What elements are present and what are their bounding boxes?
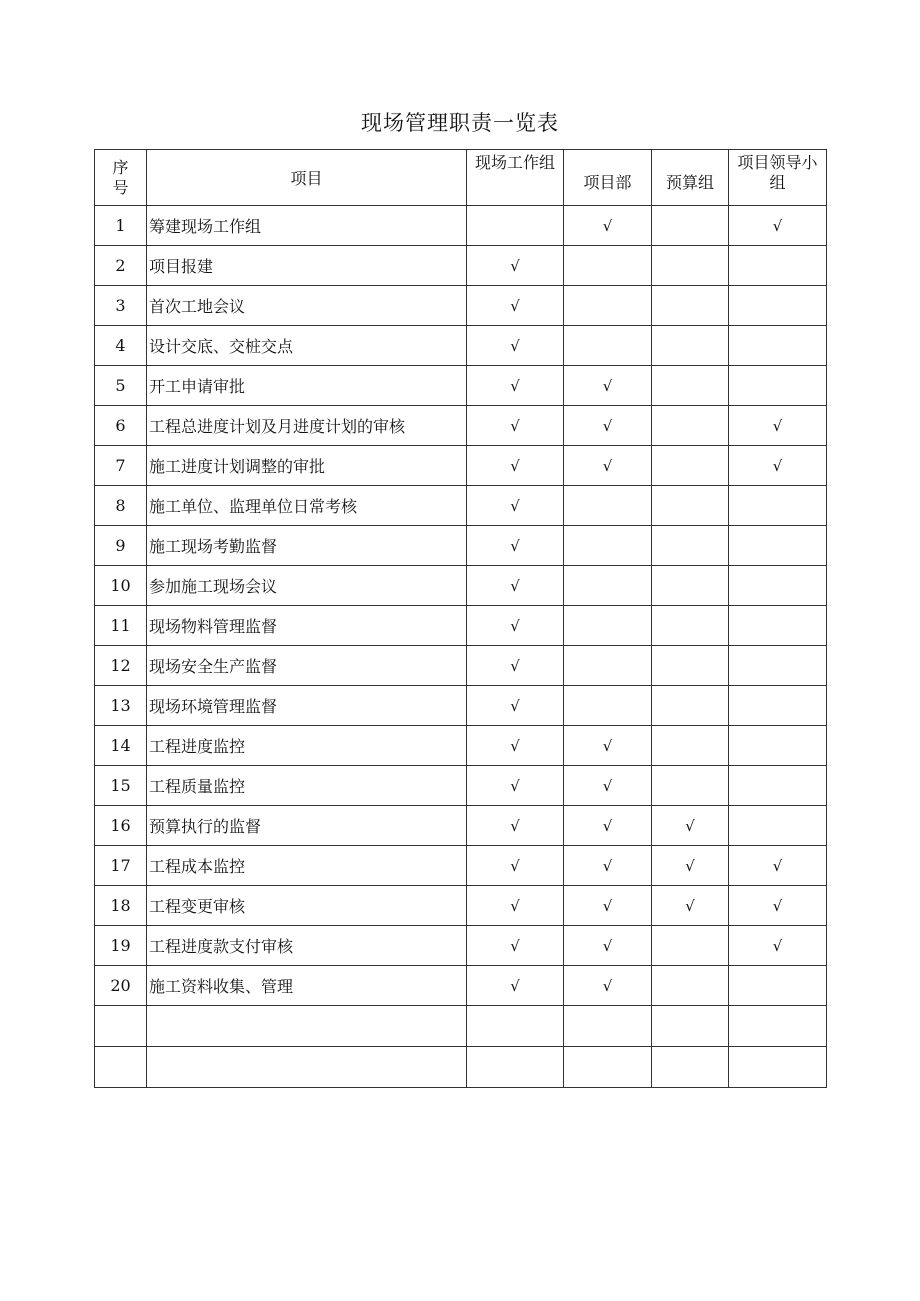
header-serial-number bbox=[95, 150, 147, 206]
table-row bbox=[95, 326, 827, 366]
cell-lead-group bbox=[729, 686, 827, 726]
cell-budget-team bbox=[652, 726, 729, 766]
cell-lead-group bbox=[729, 766, 827, 806]
cell-item: 施工进度计划调整的审批 bbox=[147, 446, 467, 486]
header-project-dept: 项目部 bbox=[564, 150, 652, 206]
cell-serial-number: 15 bbox=[95, 766, 147, 806]
cell-project-dept: √ bbox=[564, 206, 652, 246]
cell-field-team: √ bbox=[467, 326, 564, 366]
cell-item: 开工申请审批 bbox=[147, 366, 467, 406]
cell-lead-group bbox=[729, 646, 827, 686]
cell-field-team: √ bbox=[467, 406, 564, 446]
blank-cell bbox=[564, 1006, 652, 1047]
table-row bbox=[95, 246, 827, 286]
cell-serial-number: 12 bbox=[95, 646, 147, 686]
table-row bbox=[95, 566, 827, 606]
cell-budget-team bbox=[652, 526, 729, 566]
cell-field-team: √ bbox=[467, 526, 564, 566]
table-row bbox=[95, 926, 827, 966]
cell-lead-group: √ bbox=[729, 406, 827, 446]
blank-cell bbox=[467, 1047, 564, 1088]
cell-lead-group bbox=[729, 326, 827, 366]
cell-project-dept bbox=[564, 246, 652, 286]
cell-project-dept: √ bbox=[564, 406, 652, 446]
cell-project-dept: √ bbox=[564, 366, 652, 406]
cell-budget-team bbox=[652, 566, 729, 606]
blank-table-row bbox=[95, 1006, 827, 1047]
cell-budget-team bbox=[652, 206, 729, 246]
cell-item: 施工现场考勤监督 bbox=[147, 526, 467, 566]
cell-budget-team bbox=[652, 486, 729, 526]
cell-project-dept: √ bbox=[564, 726, 652, 766]
responsibility-table bbox=[94, 149, 827, 1088]
cell-serial-number: 19 bbox=[95, 926, 147, 966]
cell-budget-team bbox=[652, 286, 729, 326]
cell-lead-group: √ bbox=[729, 446, 827, 486]
header-budget-team: 预算组 bbox=[652, 150, 729, 206]
table-row bbox=[95, 366, 827, 406]
table-header-row bbox=[95, 150, 827, 206]
table-row bbox=[95, 606, 827, 646]
table-row bbox=[95, 846, 827, 886]
table-row bbox=[95, 646, 827, 686]
blank-cell bbox=[729, 1006, 827, 1047]
cell-lead-group: √ bbox=[729, 886, 827, 926]
cell-field-team: √ bbox=[467, 606, 564, 646]
cell-budget-team bbox=[652, 606, 729, 646]
blank-cell bbox=[652, 1047, 729, 1088]
header-serial-number-line1: 序 bbox=[112, 157, 129, 177]
blank-cell bbox=[95, 1006, 147, 1047]
table-row bbox=[95, 766, 827, 806]
blank-table-row bbox=[95, 1047, 827, 1088]
cell-budget-team bbox=[652, 446, 729, 486]
cell-budget-team bbox=[652, 366, 729, 406]
cell-field-team: √ bbox=[467, 766, 564, 806]
cell-field-team bbox=[467, 206, 564, 246]
cell-item: 参加施工现场会议 bbox=[147, 566, 467, 606]
cell-item: 现场物料管理监督 bbox=[147, 606, 467, 646]
cell-budget-team: √ bbox=[652, 886, 729, 926]
cell-item: 项目报建 bbox=[147, 246, 467, 286]
cell-serial-number: 5 bbox=[95, 366, 147, 406]
cell-budget-team bbox=[652, 966, 729, 1006]
cell-item: 现场环境管理监督 bbox=[147, 686, 467, 726]
cell-field-team: √ bbox=[467, 646, 564, 686]
blank-cell bbox=[467, 1006, 564, 1047]
cell-budget-team: √ bbox=[652, 806, 729, 846]
cell-field-team: √ bbox=[467, 886, 564, 926]
table-row bbox=[95, 406, 827, 446]
cell-lead-group bbox=[729, 606, 827, 646]
cell-lead-group: √ bbox=[729, 206, 827, 246]
blank-cell bbox=[147, 1006, 467, 1047]
cell-project-dept: √ bbox=[564, 966, 652, 1006]
document-title: 现场管理职责一览表 bbox=[361, 111, 559, 135]
cell-lead-group bbox=[729, 486, 827, 526]
cell-lead-group: √ bbox=[729, 926, 827, 966]
cell-budget-team bbox=[652, 406, 729, 446]
cell-field-team: √ bbox=[467, 246, 564, 286]
cell-item: 施工单位、监理单位日常考核 bbox=[147, 486, 467, 526]
cell-item: 现场安全生产监督 bbox=[147, 646, 467, 686]
header-serial-number-line2: 号 bbox=[112, 177, 129, 197]
cell-lead-group bbox=[729, 966, 827, 1006]
cell-field-team: √ bbox=[467, 726, 564, 766]
table-row bbox=[95, 526, 827, 566]
cell-project-dept bbox=[564, 566, 652, 606]
cell-item: 工程总进度计划及月进度计划的审核 bbox=[147, 406, 467, 446]
table-row bbox=[95, 966, 827, 1006]
cell-serial-number: 16 bbox=[95, 806, 147, 846]
cell-item: 施工资料收集、管理 bbox=[147, 966, 467, 1006]
blank-cell bbox=[95, 1047, 147, 1088]
cell-project-dept: √ bbox=[564, 766, 652, 806]
cell-item: 工程质量监控 bbox=[147, 766, 467, 806]
table-row bbox=[95, 446, 827, 486]
cell-lead-group bbox=[729, 726, 827, 766]
table-body bbox=[95, 206, 827, 1088]
cell-budget-team bbox=[652, 246, 729, 286]
blank-cell bbox=[564, 1047, 652, 1088]
cell-item: 首次工地会议 bbox=[147, 286, 467, 326]
cell-project-dept bbox=[564, 646, 652, 686]
cell-field-team: √ bbox=[467, 366, 564, 406]
cell-project-dept bbox=[564, 686, 652, 726]
cell-project-dept: √ bbox=[564, 846, 652, 886]
cell-serial-number: 7 bbox=[95, 446, 147, 486]
cell-lead-group bbox=[729, 366, 827, 406]
cell-project-dept: √ bbox=[564, 806, 652, 846]
cell-field-team: √ bbox=[467, 486, 564, 526]
cell-field-team: √ bbox=[467, 966, 564, 1006]
cell-project-dept: √ bbox=[564, 446, 652, 486]
cell-serial-number: 14 bbox=[95, 726, 147, 766]
cell-item: 工程进度款支付审核 bbox=[147, 926, 467, 966]
cell-serial-number: 3 bbox=[95, 286, 147, 326]
table-row bbox=[95, 486, 827, 526]
cell-project-dept: √ bbox=[564, 926, 652, 966]
header-item: 项目 bbox=[147, 150, 467, 206]
cell-project-dept bbox=[564, 526, 652, 566]
cell-project-dept: √ bbox=[564, 886, 652, 926]
table-row bbox=[95, 886, 827, 926]
cell-project-dept bbox=[564, 606, 652, 646]
cell-item: 设计交底、交桩交点 bbox=[147, 326, 467, 366]
cell-project-dept bbox=[564, 486, 652, 526]
cell-project-dept bbox=[564, 326, 652, 366]
table-row bbox=[95, 686, 827, 726]
cell-field-team: √ bbox=[467, 686, 564, 726]
cell-field-team: √ bbox=[467, 846, 564, 886]
cell-project-dept bbox=[564, 286, 652, 326]
cell-item: 工程进度监控 bbox=[147, 726, 467, 766]
table-row bbox=[95, 286, 827, 326]
cell-serial-number: 4 bbox=[95, 326, 147, 366]
cell-item: 工程成本监控 bbox=[147, 846, 467, 886]
cell-item: 预算执行的监督 bbox=[147, 806, 467, 846]
header-lead-group bbox=[729, 150, 827, 206]
cell-lead-group bbox=[729, 246, 827, 286]
table-row bbox=[95, 806, 827, 846]
cell-serial-number: 17 bbox=[95, 846, 147, 886]
cell-serial-number: 20 bbox=[95, 966, 147, 1006]
cell-field-team: √ bbox=[467, 286, 564, 326]
blank-cell bbox=[147, 1047, 467, 1088]
cell-serial-number: 13 bbox=[95, 686, 147, 726]
cell-serial-number: 9 bbox=[95, 526, 147, 566]
cell-lead-group bbox=[729, 806, 827, 846]
header-lead-group-line2: 组 bbox=[769, 173, 786, 192]
table-row bbox=[95, 206, 827, 246]
cell-budget-team bbox=[652, 926, 729, 966]
blank-cell bbox=[652, 1006, 729, 1047]
cell-budget-team bbox=[652, 326, 729, 366]
cell-lead-group bbox=[729, 566, 827, 606]
cell-serial-number: 11 bbox=[95, 606, 147, 646]
header-field-team: 现场工作组 bbox=[467, 150, 564, 206]
blank-cell bbox=[729, 1047, 827, 1088]
cell-item: 工程变更审核 bbox=[147, 886, 467, 926]
cell-serial-number: 18 bbox=[95, 886, 147, 926]
cell-budget-team bbox=[652, 766, 729, 806]
cell-field-team: √ bbox=[467, 926, 564, 966]
cell-budget-team: √ bbox=[652, 846, 729, 886]
table-row bbox=[95, 726, 827, 766]
cell-serial-number: 6 bbox=[95, 406, 147, 446]
cell-item: 筹建现场工作组 bbox=[147, 206, 467, 246]
cell-serial-number: 8 bbox=[95, 486, 147, 526]
header-lead-group-line1: 项目领导小 bbox=[737, 153, 818, 172]
cell-serial-number: 10 bbox=[95, 566, 147, 606]
cell-lead-group: √ bbox=[729, 846, 827, 886]
cell-field-team: √ bbox=[467, 446, 564, 486]
cell-serial-number: 1 bbox=[95, 206, 147, 246]
cell-field-team: √ bbox=[467, 566, 564, 606]
cell-budget-team bbox=[652, 646, 729, 686]
cell-field-team: √ bbox=[467, 806, 564, 846]
cell-budget-team bbox=[652, 686, 729, 726]
cell-lead-group bbox=[729, 526, 827, 566]
cell-lead-group bbox=[729, 286, 827, 326]
cell-serial-number: 2 bbox=[95, 246, 147, 286]
